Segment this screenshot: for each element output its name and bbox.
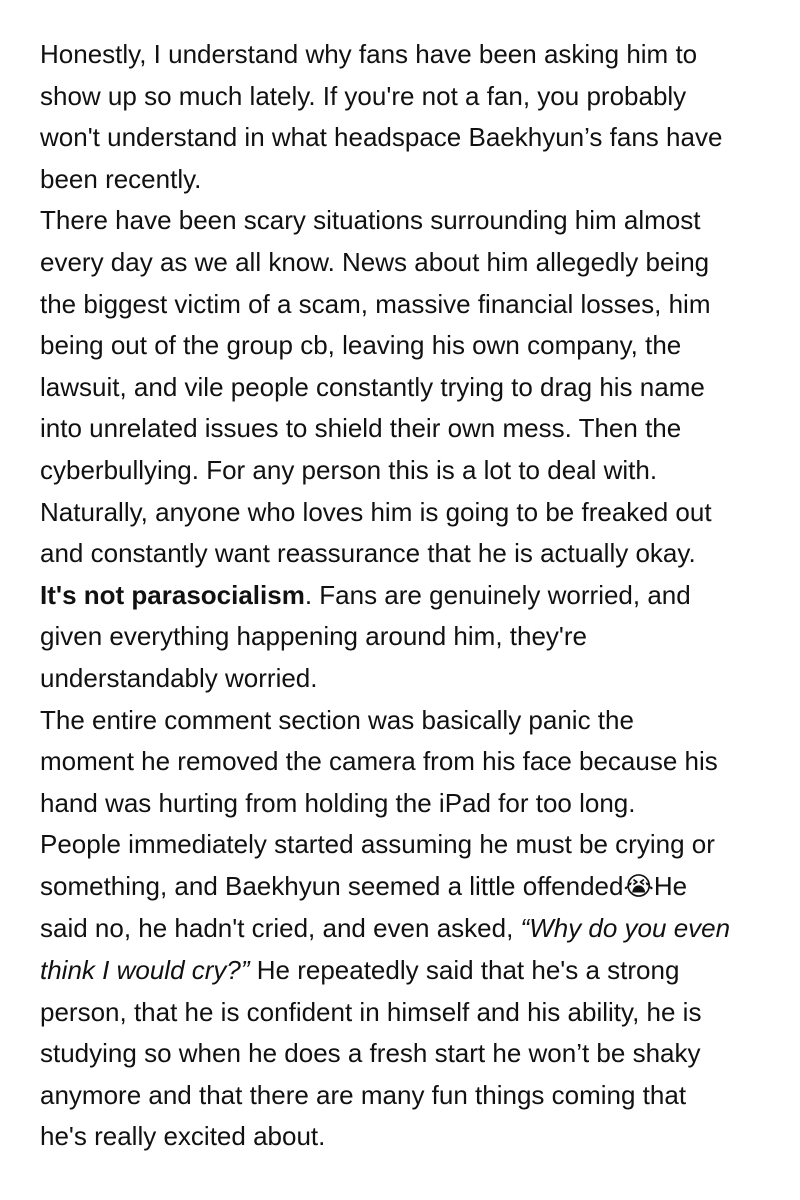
text-line: understandably worried.	[40, 662, 318, 693]
text-line: There have been scary situations surrounding him almost	[40, 205, 701, 236]
text-line: every day as we all know. News about him allegedly being	[40, 246, 710, 277]
text-line: given everything happening around him, they're	[40, 621, 587, 652]
bold-emphasis: It's not parasocialism	[40, 579, 305, 610]
text-line: Naturally, anyone who loves him is going to be freaked out	[40, 496, 712, 527]
text-line: into unrelated issues to shield their own mess. Then the	[40, 413, 682, 444]
text-line: and constantly want reassurance that he is actually okay.	[40, 538, 696, 569]
text-line: been recently.	[40, 163, 202, 194]
text-line: The entire comment section was basically panic the	[40, 704, 634, 735]
text-line	[40, 908, 770, 950]
crying-face-emoji-icon: 😭	[623, 871, 654, 902]
text-line	[40, 950, 770, 992]
text-line: People immediately started assuming he must be crying or	[40, 829, 715, 860]
text-line: cyberbullying. For any person this is a lot to deal with.	[40, 454, 658, 485]
text-line: moment he removed the camera from his face because his	[40, 746, 718, 777]
text-line: the biggest victim of a scam, massive financial losses, him	[40, 288, 711, 319]
text-line: person, that he is confident in himself and his ability, he is	[40, 996, 702, 1027]
quote-italic: “Why do you even	[520, 913, 731, 944]
text-segment: said no, he hadn't cried, and even asked,	[40, 913, 521, 944]
text-line: won't understand in what headspace Baekhyun’s fans have	[40, 122, 723, 153]
text-line: hand was hurting from holding the iPad for too long.	[40, 787, 636, 818]
text-line	[40, 866, 770, 909]
text-line: being out of the group cb, leaving his own company, the	[40, 330, 682, 361]
text-segment: . Fans are genuinely worried, and	[304, 579, 691, 610]
text-line: he's really excited about.	[40, 1121, 326, 1152]
text-line: lawsuit, and vile people constantly trying to drag his name	[40, 371, 705, 402]
text-segment: something, and Baekhyun seemed a little offended	[40, 870, 624, 901]
quote-italic: think I would cry?”	[40, 955, 250, 986]
text-line: studying so when he does a fresh start he won’t be shaky	[40, 1038, 701, 1069]
text-line: show up so much lately. If you're not a fan, you probably	[40, 80, 687, 111]
text-line	[40, 575, 770, 617]
text-segment: He	[653, 870, 688, 901]
text-line: anymore and that there are many fun things coming that	[40, 1079, 687, 1110]
text-line: Honestly, I understand why fans have been asking him to	[40, 39, 698, 69]
text-segment: He repeatedly said that he's a strong	[249, 955, 680, 986]
